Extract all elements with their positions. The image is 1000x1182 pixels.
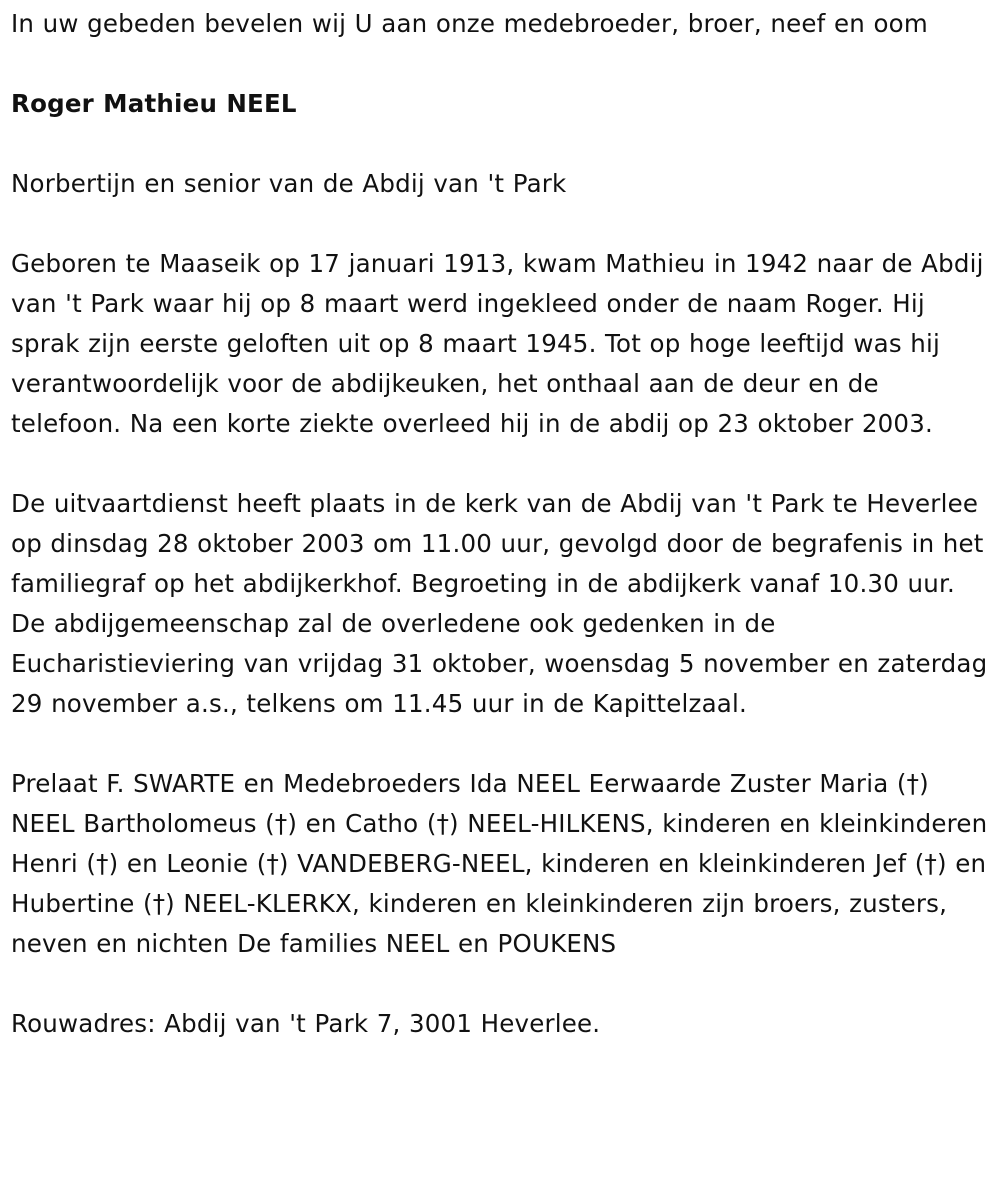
mourning-address: Rouwadres: Abdij van 't Park 7, 3001 Heverlee.: [11, 1009, 601, 1038]
intro-text: In uw gebeden bevelen wij U aan onze medebroeder, broer, neef en oom: [11, 9, 928, 38]
deceased-name: Roger Mathieu NEEL: [11, 89, 297, 118]
biography-paragraph: Geboren te Maaseik op 17 januari 1913, kwam Mathieu in 1942 naar de Abdij van 't Park waar hij op 8 maart werd ingekleed onder de naam Roger. Hij sprak zijn eerste geloften uit op 8 maart 1945. Tot op hoge leeftijd was hij verantwoordelijk voor de abdijkeuken, het onthaal aan de deur en de telefoon. Na een korte ziekte overleed hij in de abdij op 23 oktober 2003.: [11, 249, 984, 438]
death-notice: [11, 4, 993, 1044]
family-paragraph: Prelaat F. SWARTE en Medebroeders Ida NEEL Eerwaarde Zuster Maria (†) NEEL Bartholomeus (†) en Catho (†) NEEL-HILKENS, kinderen en kleinkinderen Henri (†) en Leonie (†) VANDEBERG-NEEL, kinderen en kleinkinderen Jef (†) en Hubertine (†) NEEL-KLERKX, kinderen en kleinkinderen zijn broers, zusters, neven en nichten De families NEEL en POUKENS: [11, 769, 988, 958]
deceased-title: Norbertijn en senior van de Abdij van 't Park: [11, 169, 567, 198]
funeral-paragraph: De uitvaartdienst heeft plaats in de kerk van de Abdij van 't Park te Heverlee op dinsdag 28 oktober 2003 om 11.00 uur, gevolgd door de begrafenis in het familiegraf op het abdijkerkhof. Begroeting in de abdijkerk vanaf 10.30 uur. De abdijgemeenschap zal de overledene ook gedenken in de Eucharistieviering van vrijdag 31 oktober, woensdag 5 november en zaterdag 29 november a.s., telkens om 11.45 uur in de Kapittelzaal.: [11, 489, 988, 718]
